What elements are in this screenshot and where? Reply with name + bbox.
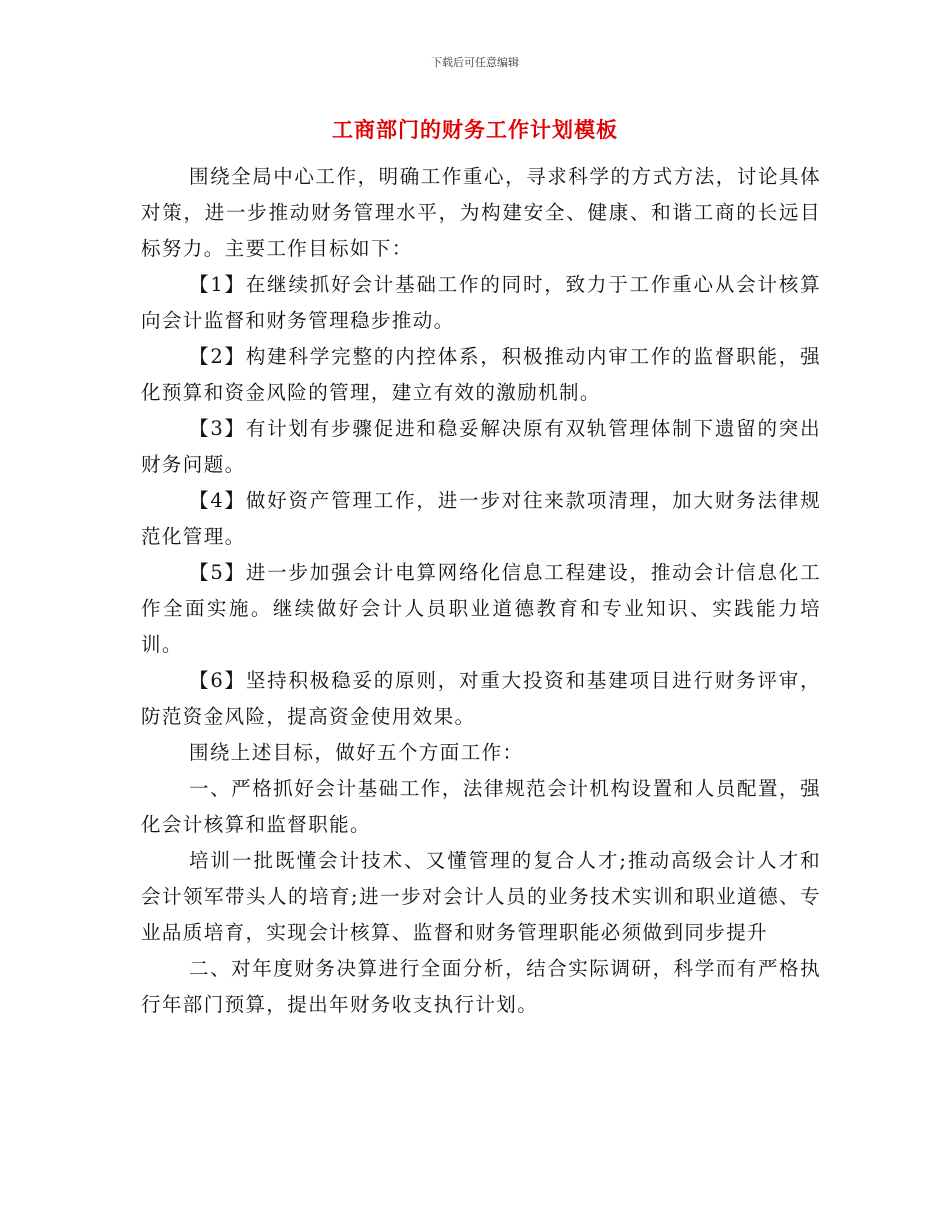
paragraph-goal-1: 【1】在继续抓好会计基础工作的同时，致力于工作重心从会计核算向会计监督和财务管理稳步推动。 bbox=[141, 273, 821, 332]
paragraph-goal-2: 【2】构建科学完整的内控体系，积极推动内审工作的监督职能，强化预算和资金风险的管理，建立有效的激励机制。 bbox=[141, 345, 821, 404]
paragraph-intro: 围绕全局中心工作，明确工作重心，寻求科学的方式方法，讨论具体对策，进一步推动财务管理水平，为构建安全、健康、和谐工商的长远目标努力。主要工作目标如下： bbox=[141, 165, 821, 260]
header-note: 下载后可任意编辑 bbox=[431, 56, 519, 69]
document-body bbox=[141, 159, 821, 1023]
document-title: 工商部门的财务工作计划模板 bbox=[332, 118, 618, 142]
paragraph-aspect-2: 二、对年度财务决算进行全面分析，结合实际调研，科学而有严格执行年部门预算，提出年财务收支执行计划。 bbox=[141, 957, 821, 1016]
paragraph-goal-6: 【6】坚持积极稳妥的原则，对重大投资和基建项目进行财务评审，防范资金风险，提高资金使用效果。 bbox=[141, 669, 821, 728]
paragraph-goal-5: 【5】进一步加强会计电算网络化信息工程建设，推动会计信息化工作全面实施。继续做好会计人员职业道德教育和专业知识、实践能力培训。 bbox=[141, 561, 821, 656]
paragraph-aspect-1: 一、严格抓好会计基础工作，法律规范会计机构设置和人员配置，强化会计核算和监督职能。 bbox=[141, 777, 821, 836]
paragraph-goal-3: 【3】有计划有步骤促进和稳妥解决原有双轨管理体制下遗留的突出财务问题。 bbox=[141, 417, 821, 476]
paragraph-goal-4: 【4】做好资产管理工作，进一步对往来款项清理，加大财务法律规范化管理。 bbox=[141, 489, 821, 548]
paragraph-five-aspects: 围绕上述目标，做好五个方面工作： bbox=[189, 741, 524, 764]
paragraph-training: 培训一批既懂会计技术、又懂管理的复合人才;推动高级会计人才和会计领军带头人的培育;进一步对会计人员的业务技术实训和职业道德、专业品质培育，实现会计核算、监督和财务管理职能必须做到同步提升 bbox=[141, 849, 821, 944]
